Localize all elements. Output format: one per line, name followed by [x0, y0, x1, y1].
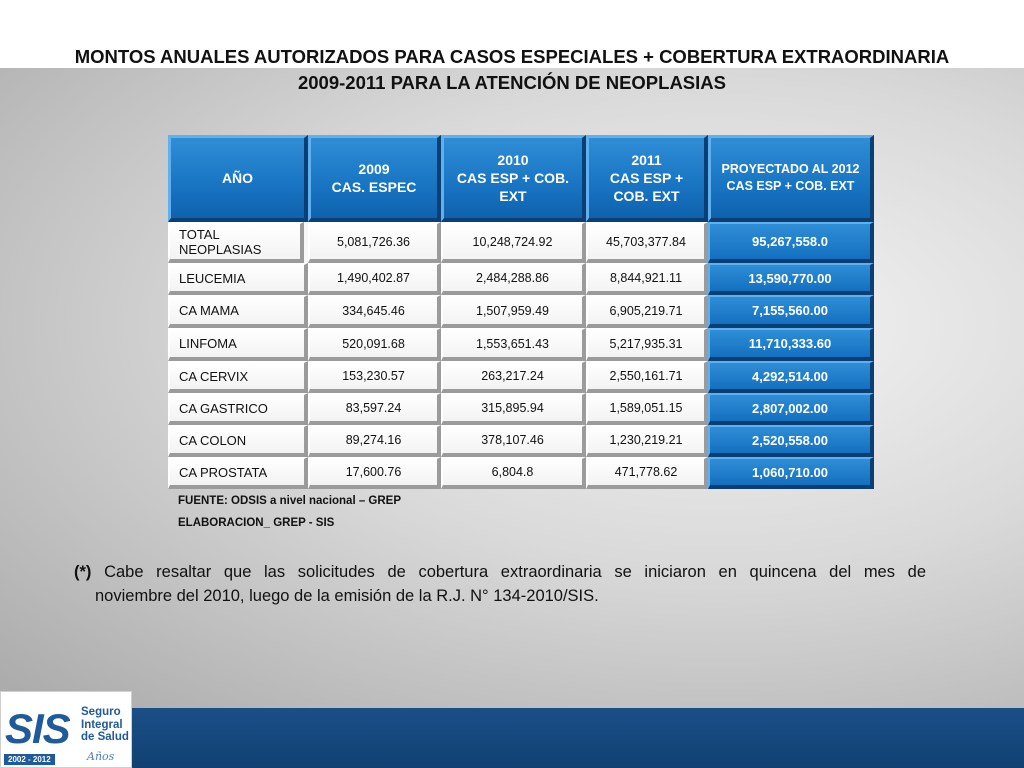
value-2010: 263,217.24: [441, 361, 586, 393]
table-row: [168, 222, 874, 263]
value-2011: 8,844,921.11: [586, 263, 708, 295]
value-2011: 6,905,219.71: [586, 295, 708, 328]
value-2011: 5,217,935.31: [586, 328, 708, 361]
value-proyectado-2012: 1,060,710.00: [708, 457, 874, 489]
row-label: TOTAL NEOPLASIAS: [168, 222, 304, 263]
header-2010: [441, 135, 586, 222]
title-line-1: MONTOS ANUALES AUTORIZADOS PARA CASOS ESPECIALES + COBERTURA EXTRAORDINARIA: [74, 46, 950, 67]
value-2010: 1,553,651.43: [441, 328, 586, 361]
row-label: CA MAMA: [168, 295, 308, 328]
header-line: CAS ESP + COB. EXT: [726, 179, 855, 193]
row-label: LEUCEMIA: [168, 263, 308, 295]
footnote-marker: (*): [74, 563, 92, 581]
table-row: [168, 393, 874, 425]
value-2011: 1,230,219.21: [586, 425, 708, 457]
logo-acronym: SIS: [5, 705, 70, 752]
header-line: AÑO: [221, 170, 254, 186]
logo-anos: Años: [87, 750, 115, 763]
row-label: LINFOMA: [168, 328, 308, 361]
value-2011: 471,778.62: [586, 457, 708, 489]
logo-name-line: Seguro: [81, 706, 121, 718]
header-2009: [308, 135, 441, 222]
table-header-row: [168, 135, 874, 222]
footnote-text-1: Cabe resaltar que las solicitudes de cobertura extraordinaria se iniciaron en quincena del mes de: [104, 563, 926, 581]
footnote-line-1: [74, 560, 926, 584]
value-proyectado-2012: 13,590,770.00: [708, 263, 874, 295]
source-fuente: FUENTE: ODSIS a nivel nacional – GREP: [178, 495, 402, 507]
value-2010: 378,107.46: [441, 425, 586, 457]
row-label: CA CERVIX: [168, 361, 308, 393]
header-line: CAS. ESPEC: [331, 179, 417, 195]
value-2010: 6,804.8: [441, 457, 586, 489]
header-line: 2011: [631, 152, 662, 168]
row-label: CA GASTRICO: [168, 393, 308, 425]
value-2009: 89,274.16: [308, 425, 441, 457]
value-proyectado-2012: 95,267,558.0: [708, 222, 874, 263]
value-2009: 153,230.57: [308, 361, 441, 393]
value-2011: 45,703,377.84: [586, 222, 708, 263]
header-2011: [586, 135, 708, 222]
footnote-line-2: noviembre del 2010, luego de la emisión de la R.J. N° 134-2010/SIS.: [95, 587, 599, 605]
value-proyectado-2012: 2,520,558.00: [708, 425, 874, 457]
value-2010: 2,484,288.86: [441, 263, 586, 295]
title-line-2: 2009-2011 PARA LA ATENCIÓN DE NEOPLASIAS: [297, 72, 726, 93]
footer-bar: [0, 708, 1024, 768]
value-2010: 315,895.94: [441, 393, 586, 425]
table-row: [168, 328, 874, 361]
source-elaboracion: ELABORACION_ GREP - SIS: [178, 517, 335, 529]
header-proyectado-2012: [708, 135, 874, 222]
header-line: EXT: [499, 188, 527, 204]
logo-name-line: Integral: [81, 718, 123, 731]
logo-years: 2002 - 2012: [4, 754, 55, 765]
amounts-table: [168, 135, 874, 489]
value-2011: 1,589,051.15: [586, 393, 708, 425]
value-proyectado-2012: 4,292,514.00: [708, 361, 874, 393]
header-line: 2010: [497, 152, 529, 168]
header-line: 2009: [358, 161, 390, 177]
value-2009: 5,081,726.36: [308, 222, 441, 263]
header-ano: [168, 135, 308, 222]
logo-name-line: de Salud: [81, 731, 129, 743]
value-proyectado-2012: 7,155,560.00: [708, 295, 874, 328]
value-2011: 2,550,161.71: [586, 361, 708, 393]
logo-name: [81, 706, 129, 744]
row-label: CA PROSTATA: [168, 457, 308, 489]
table-row: [168, 425, 874, 457]
value-2009: 520,091.68: [308, 328, 441, 361]
row-label: CA COLON: [168, 425, 308, 457]
value-2010: 10,248,724.92: [441, 222, 586, 263]
value-proyectado-2012: 11,710,333.60: [708, 328, 874, 361]
header-line: CAS ESP +: [609, 170, 684, 186]
footnote: [74, 560, 926, 608]
sis-logo: [0, 691, 132, 768]
value-2009: 83,597.24: [308, 393, 441, 425]
table-row: [168, 457, 874, 489]
table-row: [168, 361, 874, 393]
value-proyectado-2012: 2,807,002.00: [708, 393, 874, 425]
value-2009: 334,645.46: [308, 295, 441, 328]
header-line: PROYECTADO AL 2012: [721, 162, 860, 176]
value-2009: 17,600.76: [308, 457, 441, 489]
table-row: [168, 263, 874, 295]
value-2009: 1,490,402.87: [308, 263, 441, 295]
slide-title: [40, 44, 984, 96]
table-row: [168, 295, 874, 328]
header-line: CAS ESP + COB.: [456, 170, 570, 186]
value-2010: 1,507,959.49: [441, 295, 586, 328]
header-line: COB. EXT: [613, 188, 680, 204]
